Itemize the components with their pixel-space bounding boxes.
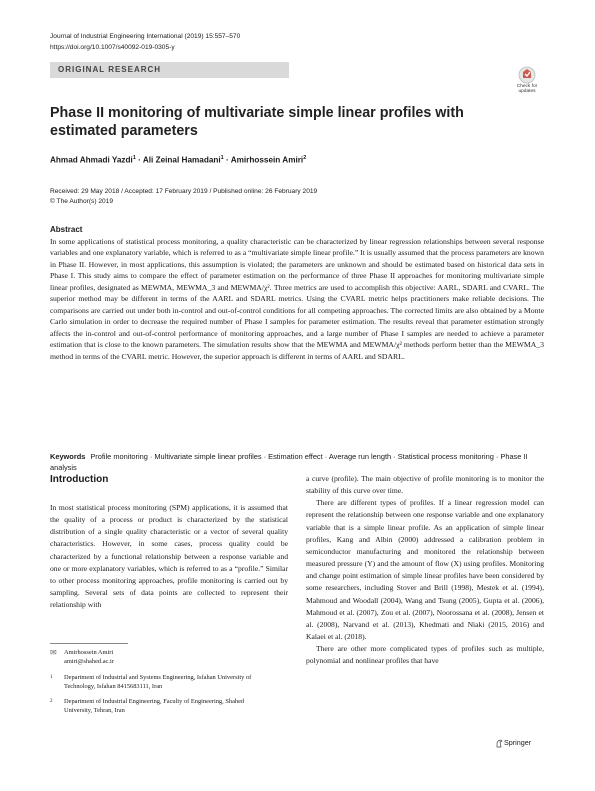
doi-link[interactable]: https://doi.org/10.1007/s40092-019-0305-y bbox=[50, 44, 175, 51]
abstract-text: In some applications of statistical process monitoring, a quality characteristic can be characterized by linear regression relationships between several response variables and one explanatory variable, which is referred to as a “multivariate simple linear profile.” It is usually assumed that the process parameters are known in Phase II. However, in most applications, this assumption is violated; the parameters are unknown and should be estimated based on historical data sets in Phase I. This study aims to compare the effect of parameter estimation on the performance of three Phase II approaches for monitoring multivariate simple linear profiles, designated as MEWMA, MEWMA_3 and MEWMA/χ². Three metrics are used to accomplish this objective: AARL, SDARL and CVARL. The superior method may be different in terms of the AARL and SDARL metrics. Using the CVARL metric helps practitioners make reliable decisions. The comparisons are carried out under both in-control and out-of-control conditions for all competing approaches. The corrected limits are also obtained by a Monte Carlo simulation in order to decrease the required number of Phase I samples for parameter estimation. The results reveal that parameter estimation strongly affects the in-control and out-of-control performance of monitoring approaches, and a large number of Phase I samples are needed to achieve a parameter estimation that is close to the known parameters. The simulation results show that the MEWMA and MEWMA/χ² methods perform better than the MEWMA_3 method in terms of the CVARL metric. However, the superior approach is different in terms of AARL and SDARL. bbox=[50, 237, 544, 361]
author-list bbox=[50, 155, 306, 165]
author-name[interactable]: Ali Zeinal Hamadani bbox=[142, 155, 221, 165]
author-separator: · bbox=[223, 155, 231, 165]
publisher-logo-text: Springer bbox=[504, 738, 532, 747]
springer-horse-icon bbox=[496, 739, 503, 748]
abstract-heading: Abstract bbox=[50, 225, 83, 234]
intro-paragraph: a curve (profile). The main objective of profile monitoring is to monitor the stability of this curve over time. bbox=[306, 474, 544, 496]
keywords-label: Keywords bbox=[50, 452, 86, 461]
intro-paragraph: There are different types of profiles. If a linear regression model can represent the relationship between one response variable and one explanatory variable that is a simple linear profile. As an application of simple linear profiles, Kang and Albin (2000) addressed a calibration problem in semiconductor manufacturing and monitored the relationship between measured pressure (Y) and the amount of flow (X) using profiles. Monitoring and change point estimation of simple linear profiles have been considered by some researchers, including Stover and Brill (1998), Mestek et al. (1994), Mahmoud and Woodall (2004), Wang and Tsung (2005), Gupta et al. (2006), Mahmoud et al. (2007), Zou et al. (2007), Noorossana et al. (2008), Jensen et al. (2008), Narvand et al. (2013), Khedmati and Niaki (2015, 2016) and Kalaei et al. (2018). bbox=[306, 498, 544, 642]
author-name[interactable]: Amirhossein Amiri bbox=[230, 155, 304, 165]
contact-name: Amirhossein Amiri bbox=[64, 649, 114, 656]
publication-dates bbox=[50, 187, 317, 207]
contact-email[interactable]: amiri@shahed.ac.ir bbox=[64, 658, 114, 666]
copyright-line: © The Author(s) 2019 bbox=[50, 198, 114, 205]
dates-line: Received: 29 May 2018 / Accepted: 17 February 2019 / Published online: 26 February 2019 bbox=[50, 188, 318, 195]
footnote-number: 1 bbox=[50, 675, 53, 680]
affiliation-2: Department of Industrial Engineering, Faculty of Engineering, Shahed University, Tehran, Iran bbox=[64, 698, 245, 715]
check-for-updates-label[interactable] bbox=[508, 84, 546, 95]
affiliation-1: Department of Industrial and Systems Engineering, Isfahan University of Technology, Isfahan 8415683111, Iran bbox=[64, 674, 252, 691]
intro-paragraph: There are other more complicated types of profiles such as multiple, polynomial and nonlinear profiles that have bbox=[306, 644, 544, 666]
footnote-number: 2 bbox=[50, 699, 53, 704]
envelope-icon: ✉ bbox=[50, 648, 57, 657]
author-affiliation: 2 bbox=[303, 155, 307, 161]
keywords bbox=[50, 451, 544, 473]
author-affiliation: 1 bbox=[220, 155, 224, 161]
author-affiliation: 1 bbox=[132, 155, 136, 161]
corresponding-author bbox=[64, 648, 114, 667]
article-type-banner bbox=[50, 62, 289, 78]
check-label-line2: updates bbox=[518, 89, 536, 95]
intro-column-left: In most statistical process monitoring (SPM) applications, it is assumed that the quality of a process or product is characterized by the statistical distribution of a single quality characteristic or a vector of several quality characteristics. However, in some cases, process quality could be characterized by a functional relationship between a response variable and one or more explanatory variables, which is referred to as a “profile.” Similar to other process monitoring approaches, profile monitoring is carried out by sampling. Several sets of data points are collected to represent their relationship with bbox=[50, 503, 288, 610]
footnote-divider bbox=[50, 643, 128, 644]
journal-line: Journal of Industrial Engineering International (2019) 15:557–570 bbox=[50, 33, 241, 40]
author-separator: · bbox=[135, 155, 143, 165]
journal-citation bbox=[50, 31, 240, 53]
check-label-line1: Check for bbox=[516, 84, 538, 89]
introduction-heading: Introduction bbox=[50, 474, 109, 485]
paper-title: Phase II monitoring of multivariate simple linear profiles with estimated parameters bbox=[50, 105, 464, 139]
author-name[interactable]: Ahmad Ahmadi Yazdi bbox=[50, 155, 133, 165]
intro-column-right bbox=[306, 473, 544, 668]
article-type-label: ORIGINAL RESEARCH bbox=[58, 65, 162, 74]
keywords-text: Profile monitoring · Multivariate simple linear profiles · Estimation effect · Average run length · Statistical process monitoring · Phase II analysis bbox=[50, 452, 528, 472]
